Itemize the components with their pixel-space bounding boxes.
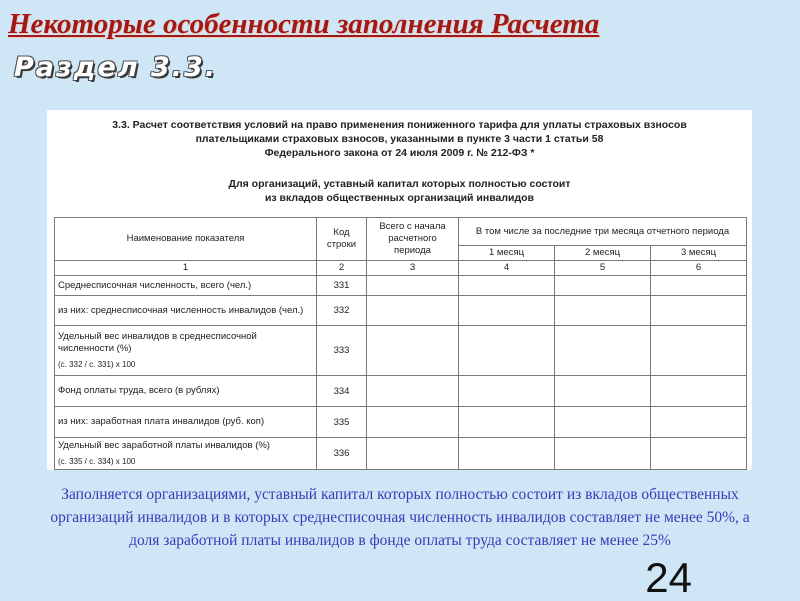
header-month-3: 3 месяц	[651, 246, 747, 261]
table-row	[55, 438, 747, 470]
row-code: 333	[317, 326, 367, 376]
column-number: 5	[555, 261, 651, 276]
row-code: 331	[317, 276, 367, 296]
header-group: В том числе за последние три месяца отчетного периода	[459, 218, 747, 246]
heading-line: Федерального закона от 24 июля 2009 г. № 212-ФЗ *	[264, 147, 535, 159]
cell-month-1	[459, 276, 555, 296]
cell-month-3	[651, 326, 747, 376]
row-code: 334	[317, 376, 367, 407]
column-number: 4	[459, 261, 555, 276]
table-row	[55, 326, 747, 376]
document-image	[47, 110, 752, 470]
row-name: Среднесписочная численность, всего (чел.)	[58, 279, 252, 291]
cell-month-1	[459, 407, 555, 438]
cell-total	[367, 438, 459, 470]
cell-month-3	[651, 376, 747, 407]
row-name: Удельный вес инвалидов в среднесписочной численности (%)	[58, 330, 257, 354]
cell-total	[367, 326, 459, 376]
heading-line: плательщиками страховых взносов, указанными в пункте 3 части 1 статьи 58	[195, 133, 604, 145]
cell-month-1	[459, 326, 555, 376]
cell-month-3	[651, 438, 747, 470]
cell-month-2	[555, 296, 651, 326]
header-total: Всего с начала расчетного периода	[367, 218, 459, 261]
row-formula: (с. 335 / с. 334) x 100	[58, 456, 136, 466]
table-row	[55, 296, 747, 326]
cell-total	[367, 407, 459, 438]
row-name: Фонд оплаты труда, всего (в рублях)	[58, 385, 220, 396]
cell-month-2	[555, 407, 651, 438]
subheading-line: Для организаций, уставный капитал которых полностью состоит	[228, 178, 571, 190]
table-row	[55, 407, 747, 438]
cell-month-2	[555, 376, 651, 407]
column-number: 2	[317, 261, 367, 276]
heading-line: 3.3. Расчет соответствия условий на право применения пониженного тарифа для уплаты страховых взносов	[112, 119, 687, 131]
explanation-note: Заполняется организациями, уставный капитал которых полностью состоит из вкладов общественных организаций инвалидов и в которых среднесписочная численность инвалидов составляет не менее 50%, а доля заработной платы инвалидов в фонде оплаты труда составляет не менее 25%	[50, 486, 750, 549]
cell-month-2	[555, 276, 651, 296]
header-month-2: 2 месяц	[555, 246, 651, 261]
cell-total	[367, 296, 459, 326]
cell-total	[367, 376, 459, 407]
header-code: Код строки	[317, 218, 367, 261]
cell-month-1	[459, 296, 555, 326]
column-number: 3	[367, 261, 459, 276]
row-formula: (с. 332 / с. 331) x 100	[58, 359, 136, 369]
subheading-line: из вкладов общественных организаций инвалидов	[264, 192, 535, 204]
cell-month-2	[555, 326, 651, 376]
row-code: 335	[317, 407, 367, 438]
header-name: Наименование показателя	[55, 218, 317, 261]
cell-month-2	[555, 438, 651, 470]
page-number: 24	[645, 554, 692, 601]
cell-month-1	[459, 376, 555, 407]
cell-total	[367, 276, 459, 296]
table-row	[55, 276, 747, 296]
row-name: Удельный вес заработной платы инвалидов (%)	[58, 439, 270, 451]
document-heading	[47, 118, 752, 160]
cell-month-1	[459, 438, 555, 470]
column-number: 1	[55, 261, 317, 276]
column-number: 6	[651, 261, 747, 276]
row-code: 332	[317, 296, 367, 326]
document-subheading	[47, 177, 752, 205]
row-name: из них: заработная плата инвалидов (руб. коп)	[58, 416, 265, 427]
cell-month-3	[651, 296, 747, 326]
row-name: из них: среднесписочная численность инвалидов (чел.)	[58, 304, 304, 316]
section-label: Раздел 3.3.	[14, 52, 218, 83]
table-row	[55, 376, 747, 407]
row-code: 336	[317, 438, 367, 470]
form-table	[54, 217, 747, 470]
cell-month-3	[651, 276, 747, 296]
cell-month-3	[651, 407, 747, 438]
slide-title: Некоторые особенности заполнения Расчета	[8, 8, 600, 40]
header-month-1: 1 месяц	[459, 246, 555, 261]
